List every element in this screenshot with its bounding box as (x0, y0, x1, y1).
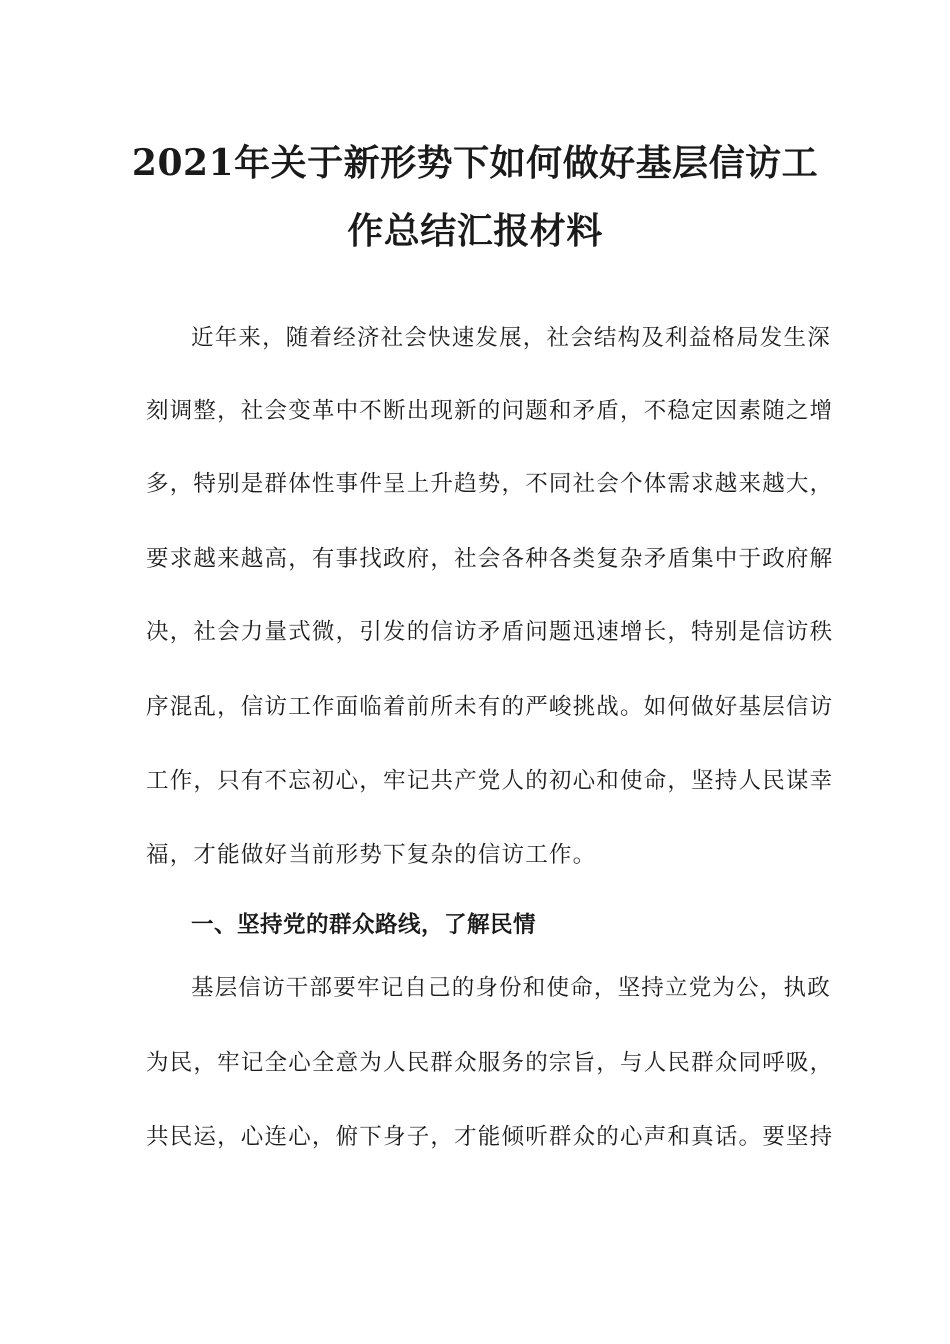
paragraph-1-line-7: 工作，只有不忘初心，牢记共产党人的初心和使命，坚持人民谋幸 (146, 768, 834, 794)
paragraph-2-line-3: 共民运，心连心，俯下身子，才能倾听群众的心声和真话。要坚持 (146, 1124, 834, 1150)
paragraph-1-line-1: 近年来，随着经济社会快速发展，社会结构及利益格局发生深 (191, 325, 831, 351)
paragraph-2-line-2: 为民，牢记全心全意为人民群众服务的宗旨，与人民群众同呼吸， (146, 1050, 834, 1076)
document-title-line-1: 2021年关于新形势下如何做好基层信访工 (131, 142, 819, 184)
paragraph-1-line-8: 福，才能做好当前形势下复杂的信访工作。 (146, 842, 597, 868)
paragraph-1-line-5: 决，社会力量式微，引发的信访矛盾问题迅速增长，特别是信访秩 (146, 619, 834, 645)
paragraph-1-line-4: 要求越来越高，有事找政府，社会各种各类复杂矛盾集中于政府解 (146, 546, 834, 572)
paragraph-2-line-1: 基层信访干部要牢记自己的身份和使命，坚持立党为公，执政 (191, 975, 831, 1001)
paragraph-1-line-3: 多，特别是群体性事件呈上升趋势，不同社会个体需求越来越大， (146, 471, 834, 497)
paragraph-1-line-2: 刻调整，社会变革中不断出现新的问题和矛盾，不稳定因素随之增 (146, 398, 834, 424)
paragraph-1-line-6: 序混乱，信访工作面临着前所未有的严峻挑战。如何做好基层信访 (146, 694, 834, 720)
section-1-heading: 一、坚持党的群众路线，了解民情 (191, 912, 537, 938)
document-title-line-2: 作总结汇报材料 (347, 210, 603, 252)
